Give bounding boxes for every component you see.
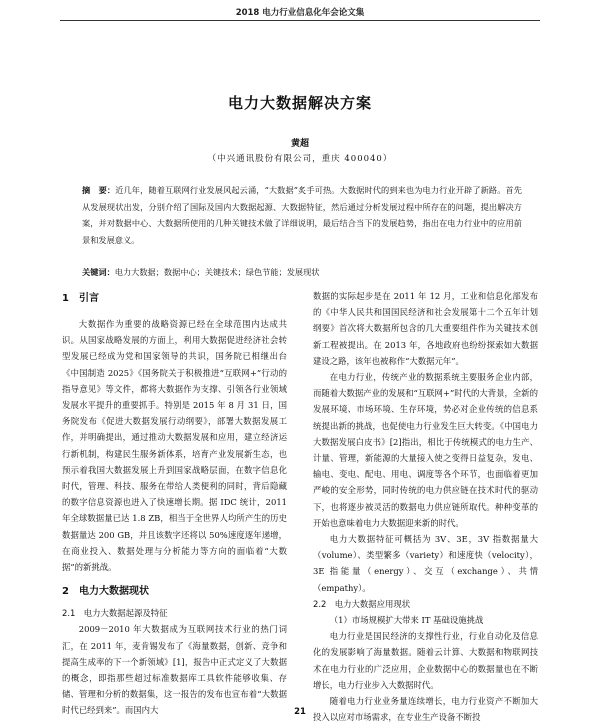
section-2-2-paragraph-2: 随着电力行业业务量连续增长，电力行业资产不断加大投入以应对市场需求，在专业生产设备不断投 [313,696,538,723]
abstract-text: 近几年，随着互联网行业发展风起云涌，“大数据”炙手可热。大数据时代的到来也为电力行业开辟了新路。首先从发展现状出发，分别介绍了国际及国内大数据起源、大数据特征，然后通过分析发展过程中所存在的问题，提出解决方案，并对数据中心、大数据所使用的几种关键技术做了详细说明，最后结合当下的发展趋势，指出在电力行业中的应用前景和发展意义。 [82,185,522,245]
section-2-heading: 2 电力大数据现状 [62,586,149,598]
section-1-paragraph: 大数据作为重要的战略资源已经在全球范围内达成共识。从国家战略发展的方面上，利用大数据促进经济社会转型发展已经成为党和国家领导的共识，国务院已相继出台《中国制造 2025》《国务院关于积极推进“互联网+”行动的指导意见》等文件，都将大数据作为支撑、引领各行业领域发展水平提升的重要抓手。特别是 2015 年 8 月 31 日，国务院发布《促进大数据发展行动纲要》，部署大数据发展工作，并明确提出，通过推动大数据发展和应用，建立经济运行新机制，构建民生服务新体系，培育产业发展新生态，也预示着我国大数据发展上升到国家战略层面，在数字信息化时代，管理、科技、服务在带给人类便利的同时，背后隐藏的数字信息资源也进入了快速增长期。据 IDC 统计，2011 年全球数据量已达 1.8 ZB，相当于全世界人均所产生的历史数据量达 200 GB，并且该数字还将以 50%速度逐年递增，在商业投入、数据处理与分析能力等方向的面临着“大数据”的新挑战。 [62,319,287,573]
paper-title: 电力大数据解决方案 [227,94,372,112]
power-industry-paragraph: 在电力行业，传统产业的数据系统主要服务企业内部，而随着大数据产业的发展和“互联网+”时代的大背景，全新的发展环境、市场环境、生存环境，势必对企业传统的信息系统提出新的挑战，也促使电力行业发生巨大转变。《中国电力大数据发展白皮书》[2]指出，相比于传统模式的电力生产、计量、管理，新能源的大量接入使之变得日益复杂，发电、输电、变电、配电、用电、调度等各个环节，也面临着更加严峻的安全形势，同时传统的电力供应链在技术时代的驱动下，也将逐步被灵活的数据电力供应链所取代。种种变革的开始也意味着电力大数据迎来新的时代。 [313,372,538,528]
section-2-2-subheading: （1）市场规模扩大带来 IT 基础设施挑战 [329,615,484,626]
right-column [313,288,538,725]
running-head: 2018 电力行业信息化年会论文集 [235,8,365,18]
abstract [82,182,522,248]
features-paragraph: 电力大数据特征可概括为 3V、3E，3V 指数据量大（volume）、类型繁多（variety）和速度快（velocity），3E 指能量（energy）、交互（exchange）、共情（empathy）。 [313,534,538,593]
keywords-text: 电力大数据；数据中心；关键技术；绿色节能；发展现状 [114,267,320,277]
page-number: 21 [294,707,306,717]
keywords [82,265,522,279]
left-column [62,288,287,719]
section-2-2-heading: 2.2 电力大数据应用现状 [313,598,411,609]
author-name: 黄超 [290,139,309,149]
section-2-1-heading: 2.1 电力大数据起源及特征 [62,608,168,619]
section-2-2-paragraph-1: 电力行业是国民经济的支撑性行业，行业自动化及信息化的发展影响了海量数据。随着云计算、大数据和物联网技术在电力行业的广泛应用，企业数据中心的数据量也在不断增长，电力行业步入大数据时代。 [313,631,538,690]
section-1-heading: 1 引言 [62,293,99,304]
section-2-1-paragraph: 2009－2010 年大数据成为互联网技术行业的热门词汇，在 2011 年，麦肯锡发布了《海量数据，创新、竞争和提高生成率的下一个新领域》[1]，报告中正式定义了大数据的概念，即指那些超过标准数据库工具软件能够收集、存储、管理和分析的数据集，这一报告的发布也宣布着“大数据时代已经到来”。而国内大 [62,624,287,716]
keywords-label: 关键词： [82,267,115,277]
header-rule [60,20,540,21]
abstract-label: 摘 要： [82,185,116,195]
continued-paragraph: 数据的实际起步是在 2011 年 12 月，工业和信息化部发布的《中华人民共和国国民经济和社会发展第十二个五年计划纲要》首次将大数据所包含的几大重要组件作为关键技术创新工程被提出。在 2013 年，各地政府也纷纷探索如大数据建设之路，该年也被称作“大数据元年”。 [313,291,538,366]
author-affiliation: （中兴通讯股份有限公司，重庆 400040） [207,154,393,164]
